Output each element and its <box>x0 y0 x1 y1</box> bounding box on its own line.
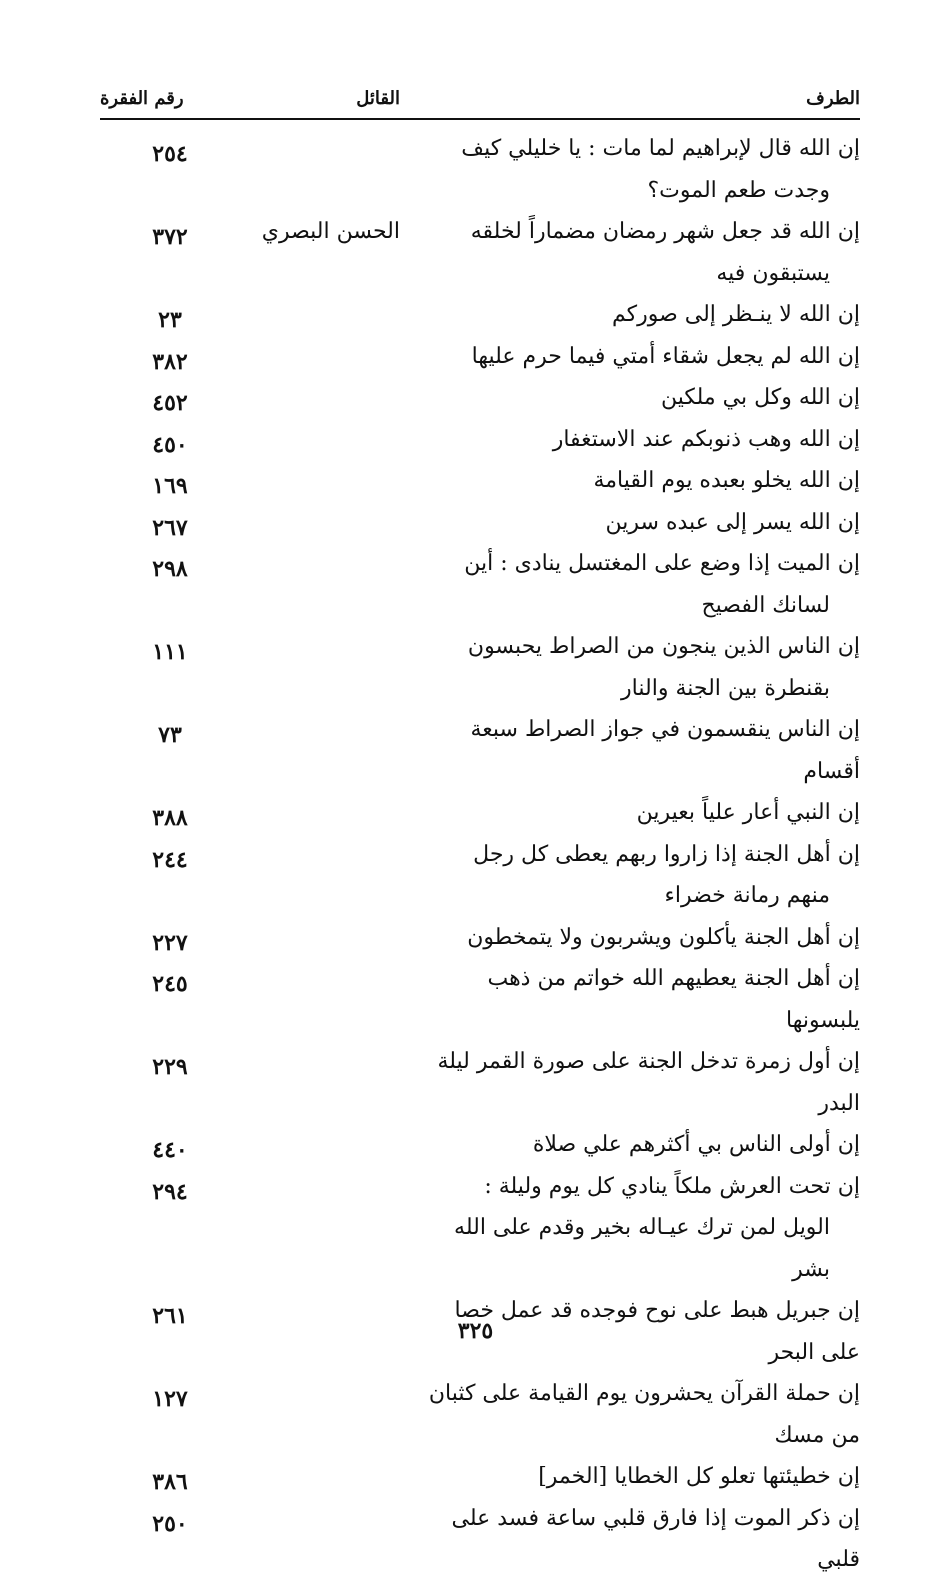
entry-line: إن أهل الجنة يعطيهم الله خواتم من ذهب يلبسونها <box>487 966 860 1033</box>
table-row <box>100 792 860 834</box>
header-taraf: الطرف <box>806 88 860 109</box>
entry-text <box>420 626 860 709</box>
entry-line: إن الله قال لإبراهيم لما مات : يا خليلي كيف <box>461 136 860 161</box>
entry-paragraph-number: ٢٥٠ <box>152 1510 188 1537</box>
entry-paragraph-number: ٢٦٧ <box>152 514 188 541</box>
entry-line: إن الله يسر إلى عبده سرين <box>605 509 860 535</box>
entry-text <box>420 917 860 959</box>
entry-text <box>420 294 860 336</box>
entry-continuation: منهم رمانة خضراء <box>664 883 830 908</box>
entry-text <box>420 958 860 1041</box>
table-header <box>100 84 860 120</box>
entry-text <box>420 1041 860 1124</box>
entry-text <box>420 709 860 792</box>
entry-speaker: الحسن البصري <box>261 219 400 244</box>
entry-line: إن أهل الجنة إذا زاروا ربهم يعطى كل رجل <box>473 841 860 867</box>
entry-text <box>420 1124 860 1166</box>
table-row <box>100 958 860 1041</box>
entry-line: إن الميت إذا وضع على المغتسل ينادى : أين <box>464 551 860 576</box>
table-row <box>100 502 860 544</box>
entry-continuation: وجدت طعم الموت؟ <box>647 177 830 203</box>
entry-continuation: بقنطرة بين الجنة والنار <box>621 675 830 701</box>
table-row <box>100 543 860 626</box>
entry-line: إن الناس ينقسمون في جواز الصراط سبعة أقسام <box>470 717 860 784</box>
entry-paragraph-number: ٧٣ <box>158 722 182 748</box>
table-row <box>100 1041 860 1124</box>
table-row <box>100 377 860 419</box>
table-row <box>100 834 860 917</box>
entry-line: إن الله يخلو بعبده يوم القيامة <box>593 468 860 493</box>
entry-paragraph-number: ٤٤٠ <box>152 1137 188 1163</box>
entry-line: إن الناس الذين ينجون من الصراط يحبسون <box>467 634 860 659</box>
entry-text <box>420 419 860 461</box>
table-row <box>100 1124 860 1166</box>
table-row <box>100 211 860 294</box>
entry-text <box>420 1456 860 1498</box>
header-qaail: القائل <box>356 88 400 109</box>
entry-paragraph-number: ٣٨٨ <box>152 805 188 831</box>
entry-text <box>420 543 860 626</box>
entry-line: إن الله لم يجعل شقاء أمتي فيما حرم عليها <box>471 343 860 369</box>
entry-text <box>420 128 860 211</box>
entry-line: إن ذكر الموت إذا فارق قلبي ساعة فسد على قلبي <box>451 1505 860 1572</box>
table-row <box>100 626 860 709</box>
entry-continuation: يستبقون فيه <box>716 260 830 286</box>
entry-continuation: الويل لمن ترك عيـاله بخير وقدم على الله بشر <box>454 1215 830 1282</box>
entry-paragraph-number: ٣٨٢ <box>152 348 188 375</box>
entry-paragraph-number: ٢٢٩ <box>152 1054 188 1080</box>
page-number: ٣٢٥ <box>457 1318 494 1344</box>
entry-line: إن أول زمرة تدخل الجنة على صورة القمر ليلة البدر <box>437 1049 860 1116</box>
entry-line: إن الله وكل بي ملكين <box>661 385 860 410</box>
entry-continuation: لسانك الفصيح <box>701 592 830 618</box>
entry-line: إن النبي أعار علياً بعيرين <box>636 800 860 825</box>
entry-paragraph-number: ٤٥٠ <box>152 431 188 458</box>
entry-text <box>420 1373 860 1456</box>
table-row <box>100 1456 860 1498</box>
entry-line: إن الله قد جعل شهر رمضان مضماراً لخلقه <box>470 219 860 244</box>
entry-text <box>420 377 860 419</box>
entry-paragraph-number: ٤٥٢ <box>152 390 188 416</box>
entry-line: إن خطيئتها تعلو كل الخطايا [الخمر] <box>538 1464 860 1489</box>
header-paragraph-number: رقم الفقرة <box>100 88 184 109</box>
entry-paragraph-number: ٢٩٨ <box>152 556 188 582</box>
entry-text <box>420 1166 860 1291</box>
table-row <box>100 1498 860 1581</box>
table-row <box>100 336 860 378</box>
entry-text <box>420 336 860 378</box>
entry-paragraph-number: ٢٣ <box>158 307 182 333</box>
table-row <box>100 1166 860 1291</box>
entry-line: إن الله وهب ذنوبكم عند الاستغفار <box>552 426 860 452</box>
entry-paragraph-number: ٢٦١ <box>152 1303 188 1329</box>
entry-line: إن أولى الناس بي أكثرهم علي صلاة <box>532 1132 860 1157</box>
entry-line: إن حملة القرآن يحشرون يوم القيامة على كثبان من مسك <box>428 1381 860 1448</box>
entry-paragraph-number: ٢٥٤ <box>152 141 188 167</box>
entry-paragraph-number: ٢٤٥ <box>152 971 188 997</box>
table-row <box>100 294 860 336</box>
entry-paragraph-number: ١١١ <box>152 639 188 665</box>
table-row <box>100 128 860 211</box>
entry-text <box>420 502 860 544</box>
entry-text <box>420 211 860 294</box>
entry-text <box>420 792 860 834</box>
entry-text <box>420 460 860 502</box>
entry-paragraph-number: ٣٨٦ <box>152 1469 188 1495</box>
entry-line: إن جبريل هبط على نوح فوجده قد عمل خصا على البحر <box>454 1298 860 1365</box>
table-row <box>100 460 860 502</box>
entry-paragraph-number: ٢٢٧ <box>152 929 188 956</box>
entry-line: إن تحت العرش ملكاً ينادي كل يوم وليلة : <box>484 1173 860 1199</box>
table-row <box>100 709 860 792</box>
table-row <box>100 419 860 461</box>
table-row <box>100 917 860 959</box>
entries-list <box>100 128 860 1581</box>
entry-paragraph-number: ٢٩٤ <box>152 1178 188 1205</box>
entry-paragraph-number: ٢٤٤ <box>152 846 188 873</box>
entry-line: إن أهل الجنة يأكلون ويشربون ولا يتمخطون <box>467 924 860 950</box>
entry-text <box>420 834 860 917</box>
entry-text <box>420 1498 860 1581</box>
entry-paragraph-number: ٣٧٢ <box>152 224 188 250</box>
entry-paragraph-number: ١٢٧ <box>152 1386 188 1412</box>
entry-line: إن الله لا ينـظر إلى صوركم <box>611 302 860 327</box>
table-row <box>100 1373 860 1456</box>
entry-paragraph-number: ١٦٩ <box>152 473 188 499</box>
